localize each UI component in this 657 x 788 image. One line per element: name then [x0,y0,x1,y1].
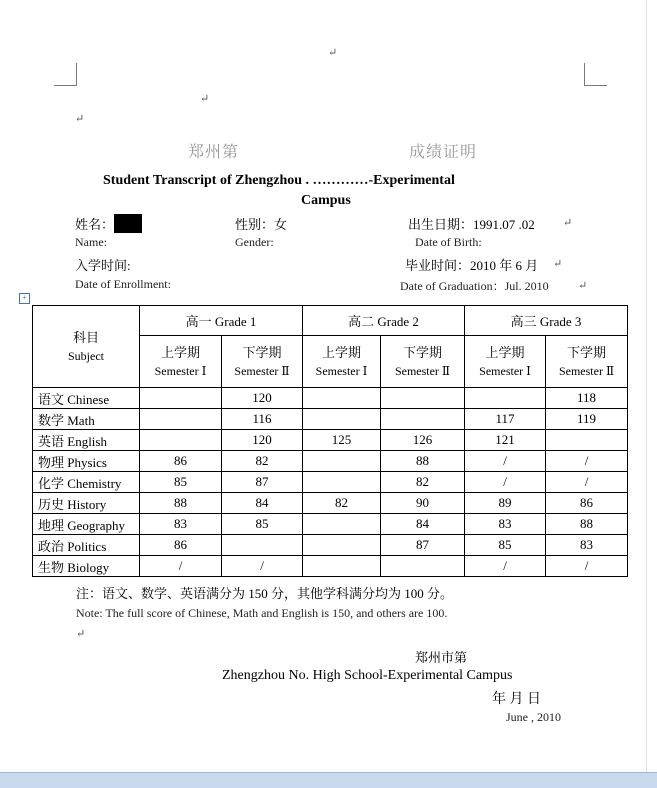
score-cell: 83 [546,535,628,556]
score-cell: 126 [381,430,465,451]
score-cell [140,409,222,430]
semester-en: Semester Ⅰ [479,364,531,378]
score-cell [303,514,381,535]
note-cn: 注：语文、数学、英语满分为 150 分，其他学科满分均为 100 分。 [76,586,454,601]
signature-date-cn: 年 月 日 [492,692,541,707]
subject-cell: 物理 Physics [33,451,140,472]
gender-cn: 性别：女 [235,217,288,232]
score-cell [303,556,381,577]
semester-header [381,336,465,388]
score-cell [465,388,546,409]
graduation-cn: 毕业时间：2010 年 6 月 [405,258,539,273]
score-cell: 89 [465,493,546,514]
redacted-name-box [114,214,142,233]
signature-cn: 郑州市第 [415,650,468,665]
score-cell [303,388,381,409]
subject-cell: 政治 Politics [33,535,140,556]
score-cell: 86 [140,451,222,472]
grades-table [32,305,628,577]
score-cell: 125 [303,430,381,451]
subject-cell: 历史 History [33,493,140,514]
score-cell: 82 [222,451,303,472]
name-label-cn [75,214,142,233]
score-cell [140,430,222,451]
subject-cell: 英语 English [33,430,140,451]
signature-en: Zhengzhou No. High School-Experimental Campus [222,668,513,683]
score-cell: 121 [465,430,546,451]
score-cell [381,388,465,409]
score-cell: 82 [303,493,381,514]
score-cell: 84 [222,493,303,514]
table-row [33,514,628,535]
table-row [33,409,628,430]
score-cell: / [465,556,546,577]
semester-header [140,336,222,388]
semester-en: Semester Ⅱ [234,364,290,378]
name-label-en: Name: [75,235,107,249]
score-cell: 86 [140,535,222,556]
semester-cn: 上学期 [160,345,200,360]
semester-header [546,336,628,388]
grade-3-header: 高三 Grade 3 [465,306,628,336]
subject-cell: 语文 Chinese [33,388,140,409]
score-cell: / [140,556,222,577]
semester-header [222,336,303,388]
margin-corner-right [584,63,607,86]
grade-rows [33,388,628,577]
score-cell: 86 [546,493,628,514]
dob-label-en: Date of Birth: [415,235,482,249]
subject-cell: 数学 Math [33,409,140,430]
title-chinese: 郑州第 成绩证明 [188,144,478,161]
score-cell: / [222,556,303,577]
score-cell [303,472,381,493]
paragraph-mark: ↵ [563,217,573,229]
subject-header [33,306,140,388]
score-cell: 88 [381,451,465,472]
score-cell: 82 [381,472,465,493]
paragraph-mark: ↵ [200,93,210,105]
paragraph-mark: ↵ [76,628,86,640]
enrollment-cn: 入学时间: [75,258,131,273]
subject-cell: 化学 Chemistry [33,472,140,493]
score-cell: 85 [465,535,546,556]
score-cell: 118 [546,388,628,409]
semester-cn: 下学期 [403,345,443,360]
score-cell [381,409,465,430]
score-cell: 116 [222,409,303,430]
paragraph-mark: ↵ [578,280,588,292]
dob-cn: 出生日期：1991.07 .02 [408,217,535,232]
margin-corner-left [54,63,77,86]
score-cell: 90 [381,493,465,514]
signature-date-en: June , 2010 [506,710,561,724]
score-cell: 88 [140,493,222,514]
semester-cn: 上学期 [485,345,525,360]
score-cell: 117 [465,409,546,430]
score-cell: 85 [140,472,222,493]
table-row [33,451,628,472]
score-cell: 84 [381,514,465,535]
semester-cn: 上学期 [322,345,362,360]
semester-cn: 下学期 [567,345,607,360]
score-cell: / [465,451,546,472]
score-cell: 85 [222,514,303,535]
table-row [33,388,628,409]
score-cell: / [546,451,628,472]
score-cell: 87 [222,472,303,493]
score-cell [303,451,381,472]
score-cell: / [546,472,628,493]
score-cell: / [546,556,628,577]
semester-en: Semester Ⅰ [315,364,368,378]
score-cell [303,409,381,430]
semester-en: Semester Ⅱ [558,364,615,378]
score-cell [140,388,222,409]
score-cell: 83 [140,514,222,535]
gender-label-en: Gender: [235,235,274,249]
paragraph-mark: ↵ [553,258,563,270]
status-bar-edge [0,772,657,788]
table-row [33,430,628,451]
subject-cell: 地理 Geography [33,514,140,535]
table-row [33,493,628,514]
page-right-edge [646,0,647,772]
paragraph-mark: ↵ [328,47,338,59]
semester-header [303,336,381,388]
grade-1-header: 高一 Grade 1 [140,306,303,336]
grade-2-header: 高二 Grade 2 [303,306,465,336]
semester-en: Semester Ⅰ [154,364,207,378]
score-cell: 87 [381,535,465,556]
title-english-line2: Campus [301,193,351,208]
table-row [33,556,628,577]
subject-cell: 生物 Biology [33,556,140,577]
score-cell: 88 [546,514,628,535]
subject-header-en: Subject [68,349,104,363]
table-row [33,535,628,556]
score-cell: 119 [546,409,628,430]
title-english: Student Transcript of Zhengzhou . …………-Experimental [103,173,455,188]
note-en: Note: The full score of Chinese, Math and English is 150, and others are 100. [76,606,448,620]
score-cell [546,430,628,451]
table-move-handle[interactable]: + [19,293,30,304]
subject-header-cn: 科目 [72,330,99,345]
semester-en: Semester Ⅱ [394,364,451,378]
score-cell [222,535,303,556]
score-cell: 120 [222,388,303,409]
enrollment-en: Date of Enrollment: [75,277,171,291]
score-cell [381,556,465,577]
semester-header [465,336,546,388]
paragraph-mark: ↵ [75,113,85,125]
semester-cn: 下学期 [242,345,282,360]
score-cell: 120 [222,430,303,451]
score-cell: 83 [465,514,546,535]
name-label-cn-text: 姓名： [75,217,115,232]
score-cell: / [465,472,546,493]
score-cell [303,535,381,556]
graduation-en: Date of Graduation：Jul. 2010 [400,279,549,293]
table-row [33,472,628,493]
